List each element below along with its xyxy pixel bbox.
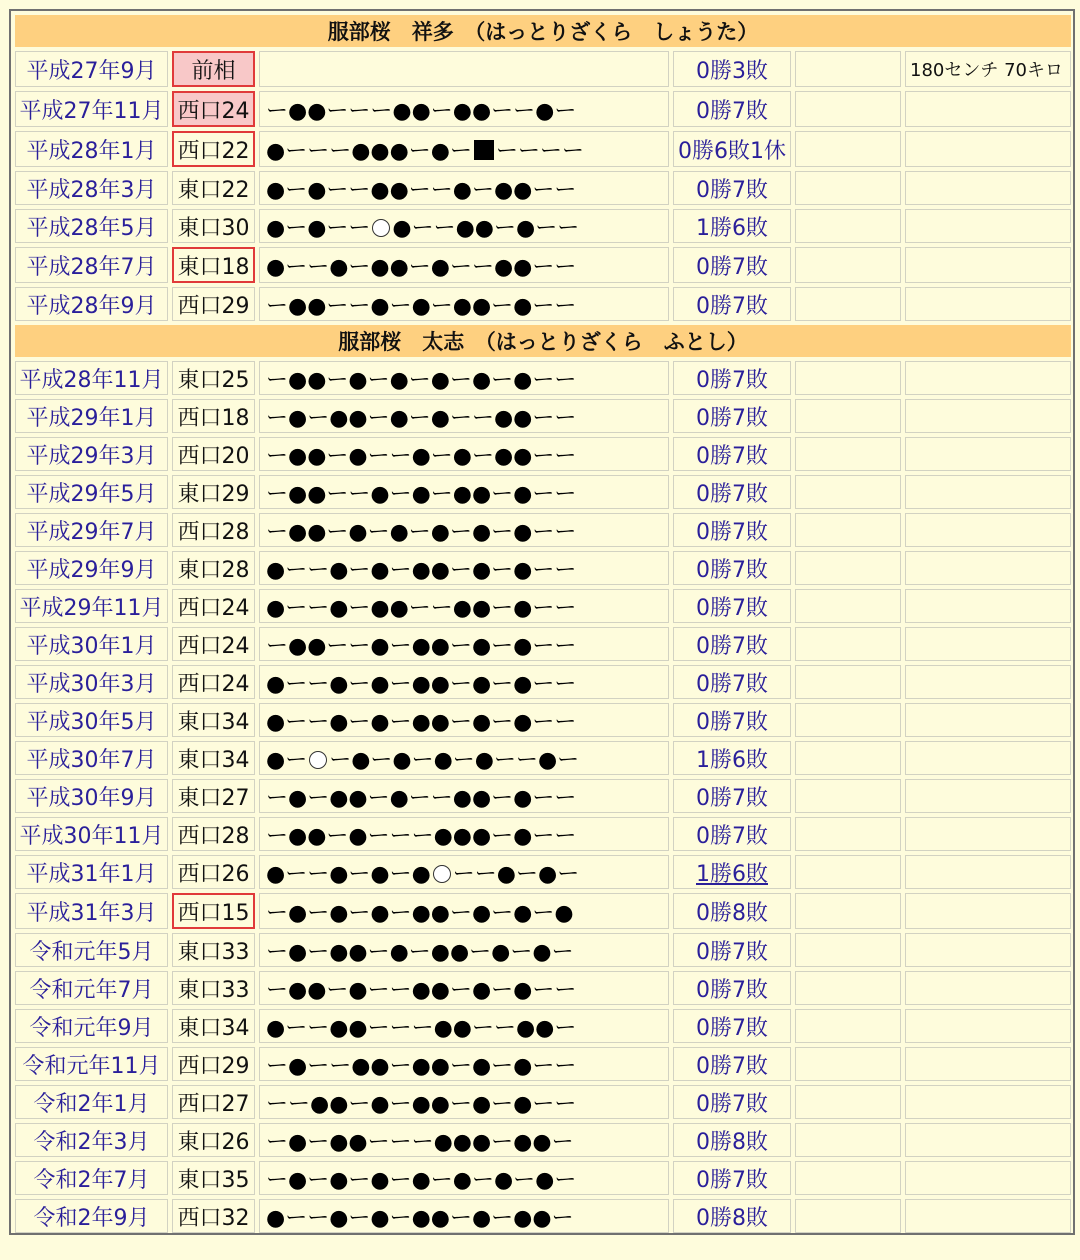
table-row bbox=[15, 589, 1071, 623]
rank-cell: 西口27 bbox=[172, 1085, 255, 1119]
basho-date: 平成30年3月 bbox=[15, 665, 168, 699]
rank-cell: 東口34 bbox=[172, 741, 255, 775]
rank-cell: 西口24 bbox=[172, 91, 255, 127]
bout-results: ー●●ーーー●●ー●●ーー●ー bbox=[259, 91, 669, 127]
rank-cell: 西口24 bbox=[172, 665, 255, 699]
table-row bbox=[15, 399, 1071, 433]
basho-date: 平成28年7月 bbox=[15, 247, 168, 283]
note-cell bbox=[905, 361, 1071, 395]
table-row bbox=[15, 893, 1071, 929]
empty-cell bbox=[795, 893, 901, 929]
rank-cell: 西口26 bbox=[172, 855, 255, 889]
basho-date: 平成29年1月 bbox=[15, 399, 168, 433]
note-cell bbox=[905, 1047, 1071, 1081]
note-cell bbox=[905, 703, 1071, 737]
note-cell bbox=[905, 171, 1071, 205]
bout-results: ●ーー●ー●●ー●ーー●●ーー bbox=[259, 247, 669, 283]
win-loss-record: 0勝7敗 bbox=[673, 1161, 791, 1195]
win-loss-record: 0勝7敗 bbox=[673, 627, 791, 661]
win-loss-record: 0勝7敗 bbox=[673, 171, 791, 205]
rank-cell: 東口34 bbox=[172, 1009, 255, 1043]
basho-date: 令和元年5月 bbox=[15, 933, 168, 967]
basho-date: 平成30年11月 bbox=[15, 817, 168, 851]
basho-date: 平成27年9月 bbox=[15, 51, 168, 87]
table-row bbox=[15, 287, 1071, 321]
empty-cell bbox=[795, 513, 901, 547]
win-loss-record: 0勝8敗 bbox=[673, 1123, 791, 1157]
rank-cell: 西口28 bbox=[172, 513, 255, 547]
basho-date: 平成28年5月 bbox=[15, 209, 168, 243]
empty-cell bbox=[795, 703, 901, 737]
win-loss-record: 0勝7敗 bbox=[673, 361, 791, 395]
bout-results: ー●ー●●ー●ー●●ー●ー●ー bbox=[259, 933, 669, 967]
note-cell bbox=[905, 779, 1071, 813]
rank-cell: 西口24 bbox=[172, 589, 255, 623]
note-cell bbox=[905, 1199, 1071, 1233]
win-loss-record: 0勝3敗 bbox=[673, 51, 791, 87]
empty-cell bbox=[795, 51, 901, 87]
bout-results: ●ーー●ー●ー●●ー●ー●ーー bbox=[259, 551, 669, 585]
bout-results: ー●ー●●ー●ー●ーー●●ーー bbox=[259, 399, 669, 433]
empty-cell bbox=[795, 971, 901, 1005]
table-row bbox=[15, 1009, 1071, 1043]
empty-cell bbox=[795, 91, 901, 127]
empty-cell bbox=[795, 589, 901, 623]
table-row bbox=[15, 971, 1071, 1005]
section-header-row bbox=[15, 325, 1071, 357]
empty-cell bbox=[795, 1123, 901, 1157]
rank-cell: 東口33 bbox=[172, 971, 255, 1005]
basho-date: 令和2年1月 bbox=[15, 1085, 168, 1119]
record-table bbox=[11, 11, 1075, 1237]
note-cell bbox=[905, 627, 1071, 661]
empty-cell bbox=[795, 171, 901, 205]
win-mark bbox=[309, 751, 327, 769]
basho-date: 平成29年9月 bbox=[15, 551, 168, 585]
empty-cell bbox=[795, 855, 901, 889]
bout-results: ●ー ー●ー●ー●ー●ーー●ー bbox=[259, 741, 669, 775]
empty-cell bbox=[795, 131, 901, 167]
rank-cell: 東口18 bbox=[172, 247, 255, 283]
section-header-row bbox=[15, 15, 1071, 47]
bout-results: ー●●ー●ーー●ー●ー●●ーー bbox=[259, 437, 669, 471]
empty-cell bbox=[795, 287, 901, 321]
note-cell bbox=[905, 399, 1071, 433]
empty-cell bbox=[795, 1009, 901, 1043]
win-loss-record: 0勝7敗 bbox=[673, 287, 791, 321]
note-cell bbox=[905, 551, 1071, 585]
bout-results: ー●●ー●ーー●●ー●ー●ーー bbox=[259, 971, 669, 1005]
rank-cell: 西口29 bbox=[172, 1047, 255, 1081]
bout-results: ●ーーー●●●ー●ー ーーーー bbox=[259, 131, 669, 167]
note-cell bbox=[905, 131, 1071, 167]
basho-date: 令和元年7月 bbox=[15, 971, 168, 1005]
rank-cell: 東口29 bbox=[172, 475, 255, 509]
win-loss-record: 0勝7敗 bbox=[673, 399, 791, 433]
note-cell bbox=[905, 741, 1071, 775]
basho-date: 平成30年7月 bbox=[15, 741, 168, 775]
empty-cell bbox=[795, 437, 901, 471]
win-loss-record: 0勝7敗 bbox=[673, 817, 791, 851]
rank-cell: 西口29 bbox=[172, 287, 255, 321]
note-cell bbox=[905, 247, 1071, 283]
rank-cell: 東口22 bbox=[172, 171, 255, 205]
basho-date: 平成27年11月 bbox=[15, 91, 168, 127]
wrestler-name-header: 服部桜 祥多 （はっとりざくら しょうた） bbox=[15, 15, 1071, 47]
bout-results: ー●●ー●ー●ー●ー●ー●ーー bbox=[259, 513, 669, 547]
empty-cell bbox=[795, 361, 901, 395]
basho-date: 平成31年1月 bbox=[15, 855, 168, 889]
note-cell bbox=[905, 893, 1071, 929]
rank-cell: 東口26 bbox=[172, 1123, 255, 1157]
empty-cell bbox=[795, 741, 901, 775]
bout-results: ー●●ーー●ー●ー●●ー●ーー bbox=[259, 287, 669, 321]
rank-cell: 西口18 bbox=[172, 399, 255, 433]
wrestler-name-header: 服部桜 太志 （はっとりざくら ふとし） bbox=[15, 325, 1071, 357]
note-cell bbox=[905, 589, 1071, 623]
note-cell bbox=[905, 91, 1071, 127]
rank-cell: 前相 bbox=[172, 51, 255, 87]
table-row bbox=[15, 247, 1071, 283]
win-loss-record: 0勝7敗 bbox=[673, 475, 791, 509]
table-row bbox=[15, 551, 1071, 585]
basho-date: 平成30年9月 bbox=[15, 779, 168, 813]
note-cell bbox=[905, 1123, 1071, 1157]
record-table-container bbox=[9, 9, 1075, 1235]
table-row bbox=[15, 361, 1071, 395]
table-row bbox=[15, 437, 1071, 471]
win-loss-record: 0勝7敗 bbox=[673, 665, 791, 699]
rank-cell: 西口24 bbox=[172, 627, 255, 661]
table-row bbox=[15, 513, 1071, 547]
bout-results: ●ー●ーー●●ーー●ー●●ーー bbox=[259, 171, 669, 205]
rank-cell: 西口28 bbox=[172, 817, 255, 851]
table-row bbox=[15, 475, 1071, 509]
bout-results: ー●●ー●ー●ー●ー●ー●ーー bbox=[259, 361, 669, 395]
table-row bbox=[15, 51, 1071, 87]
note-cell bbox=[905, 287, 1071, 321]
bout-results: ー●ーー●●ー●●ー●ー●ーー bbox=[259, 1047, 669, 1081]
table-row bbox=[15, 779, 1071, 813]
basho-date: 平成29年3月 bbox=[15, 437, 168, 471]
empty-cell bbox=[795, 779, 901, 813]
table-row bbox=[15, 665, 1071, 699]
rank-cell: 西口32 bbox=[172, 1199, 255, 1233]
table-row bbox=[15, 933, 1071, 967]
win-loss-record: 0勝8敗 bbox=[673, 1199, 791, 1233]
basho-date: 令和2年9月 bbox=[15, 1199, 168, 1233]
empty-cell bbox=[795, 627, 901, 661]
win-loss-record: 0勝7敗 bbox=[673, 1085, 791, 1119]
basho-date: 平成31年3月 bbox=[15, 893, 168, 929]
rank-cell: 東口30 bbox=[172, 209, 255, 243]
basho-date: 令和元年11月 bbox=[15, 1047, 168, 1081]
rank-cell: 東口34 bbox=[172, 703, 255, 737]
basho-date: 平成28年3月 bbox=[15, 171, 168, 205]
win-loss-record: 0勝8敗 bbox=[673, 893, 791, 929]
empty-cell bbox=[795, 551, 901, 585]
basho-date: 平成28年9月 bbox=[15, 287, 168, 321]
record-link[interactable]: 1勝6敗 bbox=[696, 861, 768, 887]
note-cell bbox=[905, 817, 1071, 851]
basho-date: 平成29年11月 bbox=[15, 589, 168, 623]
bout-results: ●ーー●ー●ー● ーー●ー●ー bbox=[259, 855, 669, 889]
note-cell bbox=[905, 209, 1071, 243]
basho-date: 平成28年1月 bbox=[15, 131, 168, 167]
win-loss-record: 0勝6敗1休 bbox=[673, 131, 791, 167]
basho-date: 平成28年11月 bbox=[15, 361, 168, 395]
bout-results: ●ーー●ー●ー●●ー●ー●●ー bbox=[259, 1199, 669, 1233]
win-loss-record: 0勝7敗 bbox=[673, 551, 791, 585]
note-cell bbox=[905, 1085, 1071, 1119]
rank-cell: 東口33 bbox=[172, 933, 255, 967]
win-loss-record: 0勝7敗 bbox=[673, 1009, 791, 1043]
win-loss-record: 1勝6敗 bbox=[673, 741, 791, 775]
empty-cell bbox=[795, 209, 901, 243]
basho-date: 平成29年5月 bbox=[15, 475, 168, 509]
bout-results: ●ーー●●ーーー●●ーー●●ー bbox=[259, 1009, 669, 1043]
note-cell bbox=[905, 437, 1071, 471]
win-loss-record: 0勝7敗 bbox=[673, 437, 791, 471]
win-loss-record: 0勝7敗 bbox=[673, 933, 791, 967]
empty-cell bbox=[795, 817, 901, 851]
table-row bbox=[15, 855, 1071, 889]
note-cell bbox=[905, 1009, 1071, 1043]
table-row bbox=[15, 703, 1071, 737]
bout-results: ●ーー●ー●ー●●ー●ー●ーー bbox=[259, 665, 669, 699]
bout-results: ●ーー●ー●ー●●ー●ー●ーー bbox=[259, 703, 669, 737]
basho-date: 令和2年3月 bbox=[15, 1123, 168, 1157]
basho-date: 平成30年1月 bbox=[15, 627, 168, 661]
table-row bbox=[15, 627, 1071, 661]
note-cell bbox=[905, 855, 1071, 889]
basho-date: 平成30年5月 bbox=[15, 703, 168, 737]
win-loss-record: 0勝7敗 bbox=[673, 91, 791, 127]
bout-results: ー●●ー●ーーー●●●ー●ーー bbox=[259, 817, 669, 851]
rank-cell: 東口25 bbox=[172, 361, 255, 395]
table-row bbox=[15, 171, 1071, 205]
win-loss-record: 0勝7敗 bbox=[673, 971, 791, 1005]
win-mark bbox=[372, 219, 390, 237]
absence-mark bbox=[474, 140, 494, 160]
win-loss-record[interactable] bbox=[673, 855, 791, 889]
rank-cell: 西口15 bbox=[172, 893, 255, 929]
win-loss-record: 0勝7敗 bbox=[673, 513, 791, 547]
note-cell bbox=[905, 933, 1071, 967]
table-row bbox=[15, 209, 1071, 243]
table-row bbox=[15, 1085, 1071, 1119]
basho-date: 令和2年7月 bbox=[15, 1161, 168, 1195]
empty-cell bbox=[795, 933, 901, 967]
bout-results: ●ーー●ー●●ーー●●ー●ーー bbox=[259, 589, 669, 623]
table-row bbox=[15, 817, 1071, 851]
basho-date: 平成29年7月 bbox=[15, 513, 168, 547]
table-row bbox=[15, 741, 1071, 775]
table-row bbox=[15, 1161, 1071, 1195]
win-loss-record: 1勝6敗 bbox=[673, 209, 791, 243]
bout-results: ー●ー●ー●ー●●ー●ー●ー● bbox=[259, 893, 669, 929]
note-cell bbox=[905, 475, 1071, 509]
bout-results: ●ー●ーー ●ーー●●ー●ーー bbox=[259, 209, 669, 243]
empty-cell bbox=[795, 665, 901, 699]
empty-cell bbox=[795, 1085, 901, 1119]
win-loss-record: 0勝7敗 bbox=[673, 703, 791, 737]
note-cell bbox=[905, 1161, 1071, 1195]
rank-cell: 東口35 bbox=[172, 1161, 255, 1195]
win-loss-record: 0勝7敗 bbox=[673, 589, 791, 623]
table-row bbox=[15, 1123, 1071, 1157]
win-loss-record: 0勝7敗 bbox=[673, 247, 791, 283]
win-loss-record: 0勝7敗 bbox=[673, 1047, 791, 1081]
bout-results: ー●ー●●ーーー●●●ー●●ー bbox=[259, 1123, 669, 1157]
rank-cell: 東口28 bbox=[172, 551, 255, 585]
win-loss-record: 0勝7敗 bbox=[673, 779, 791, 813]
basho-date: 令和元年9月 bbox=[15, 1009, 168, 1043]
empty-cell bbox=[795, 475, 901, 509]
empty-cell bbox=[795, 247, 901, 283]
note-cell bbox=[905, 513, 1071, 547]
bout-results: ー●ー●●ー●ーー●●ー●ーー bbox=[259, 779, 669, 813]
note-cell: 180センチ 70キロ bbox=[905, 51, 1071, 87]
table-row bbox=[15, 91, 1071, 127]
bout-results: ー●●ーー●ー●ー●●ー●ーー bbox=[259, 475, 669, 509]
note-cell bbox=[905, 665, 1071, 699]
bout-results: ー●ー●ー●ー●ー●ー●ー●ー bbox=[259, 1161, 669, 1195]
note-cell bbox=[905, 971, 1071, 1005]
bout-results: ーー●●ー●ー●●ー●ー●ーー bbox=[259, 1085, 669, 1119]
bout-results bbox=[259, 51, 669, 87]
rank-cell: 西口20 bbox=[172, 437, 255, 471]
table-row bbox=[15, 1199, 1071, 1233]
table-row bbox=[15, 1047, 1071, 1081]
rank-cell: 西口22 bbox=[172, 131, 255, 167]
empty-cell bbox=[795, 1199, 901, 1233]
bout-results: ー●●ーー●ー●●ー●ー●ーー bbox=[259, 627, 669, 661]
win-mark bbox=[433, 865, 451, 883]
empty-cell bbox=[795, 1047, 901, 1081]
table-row bbox=[15, 131, 1071, 167]
empty-cell bbox=[795, 1161, 901, 1195]
rank-cell: 東口27 bbox=[172, 779, 255, 813]
empty-cell bbox=[795, 399, 901, 433]
